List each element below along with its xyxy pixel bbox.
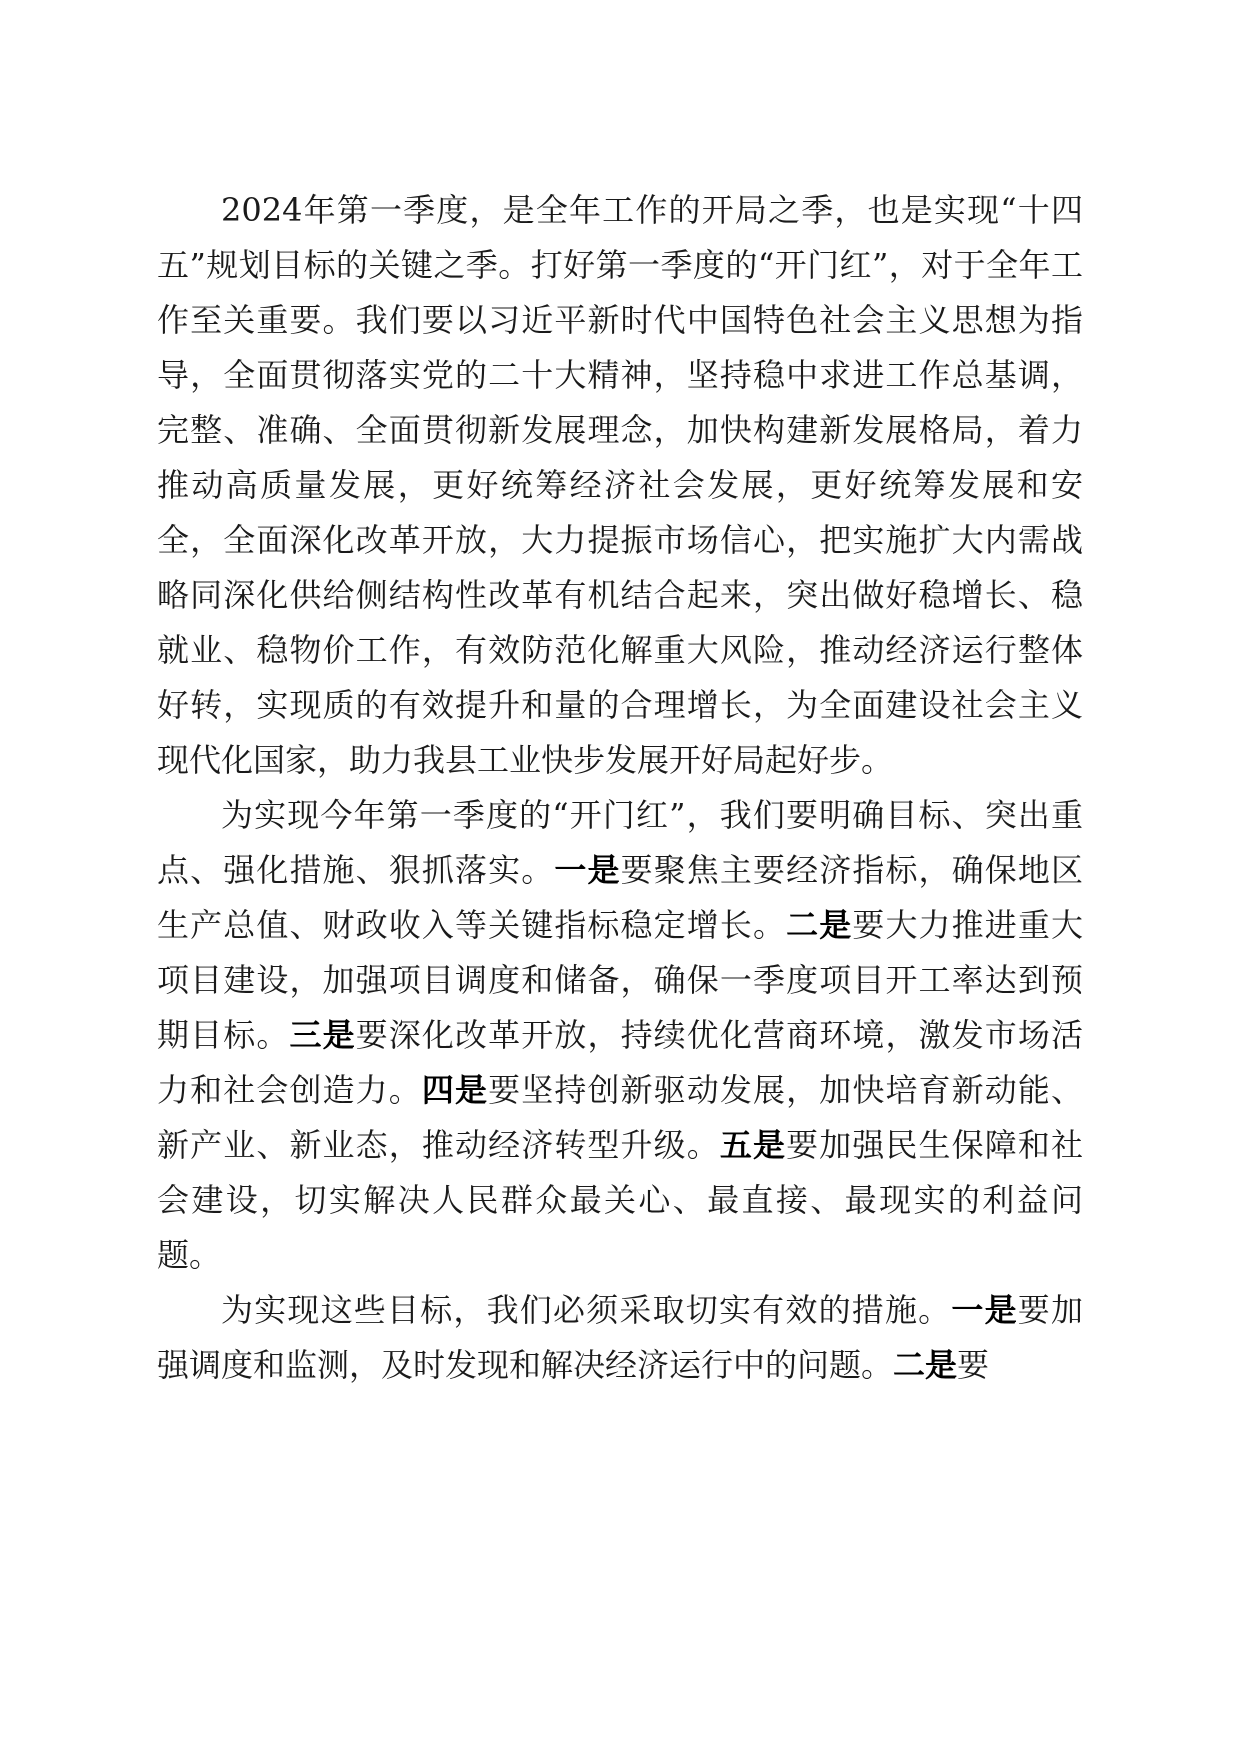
document-body xyxy=(157,183,1083,1393)
paragraph-3 xyxy=(157,1283,1083,1393)
point-1-text: 要聚焦主要经济指标，确保地区生产总值、财政收入等关键指标稳定增长。 xyxy=(157,851,1083,944)
measure-1-text: 要加强调度和监测，及时发现和解决经济运行中的问题。 xyxy=(157,1291,1083,1384)
ordinal-marker-2: 二是 xyxy=(893,1346,958,1384)
ordinal-marker-4: 四是 xyxy=(421,1071,489,1109)
point-2-text: 要大力推进重大项目建设，加强项目调度和储备，确保一季度项目开工率达到预期目标。 xyxy=(157,906,1083,1054)
paragraph-2 xyxy=(157,788,1083,1283)
paragraph-1-text: 2024年第一季度，是全年工作的开局之季，也是实现“十四五”规划目标的关键之季。打好第一季度的“开门红”，对于全年工作至关重要。我们要以习近平新时代中国特色社会主义思想为指导，全面贯彻落实党的二十大精神，坚持稳中求进工作总基调，完整、准确、全面贯彻新发展理念，加快构建新发展格局，着力推动高质量发展，更好统筹经济社会发展，更好统筹发展和安全，全面深化改革开放，大力提振市场信心，把实施扩大内需战略同深化供给侧结构性改革有机结合起来，突出做好稳增长、稳就业、稳物价工作，有效防范化解重大风险，推动经济运行整体好转，实现质的有效提升和量的合理增长，为全面建设社会主义现代化国家，助力我县工业快步发展开好局起好步。 xyxy=(157,191,1083,779)
ordinal-marker-1: 一是 xyxy=(951,1291,1018,1329)
ordinal-marker-1: 一是 xyxy=(554,851,621,889)
ordinal-marker-2: 二是 xyxy=(786,906,853,944)
point-3-text: 要深化改革开放，持续优化营商环境，激发市场活力和社会创造力。 xyxy=(157,1016,1083,1109)
ordinal-marker-3: 三是 xyxy=(289,1016,356,1054)
point-4-text: 要坚持创新驱动发展，加快培育新动能、新产业、新业态，推动经济转型升级。 xyxy=(157,1071,1083,1164)
measure-2-text: 要 xyxy=(957,1346,990,1384)
point-5-text: 要加强民生保障和社会建设，切实解决人民群众最关心、最直接、最现实的利益问题。 xyxy=(157,1126,1083,1274)
paragraph-1 xyxy=(157,183,1083,788)
ordinal-marker-5: 五是 xyxy=(719,1126,787,1164)
paragraph-3-intro: 为实现这些目标，我们必须采取切实有效的措施。 xyxy=(221,1291,952,1329)
paragraph-2-intro: 为实现今年第一季度的“开门红”，我们要明确目标、突出重点、强化措施、狠抓落实。 xyxy=(157,796,1083,889)
